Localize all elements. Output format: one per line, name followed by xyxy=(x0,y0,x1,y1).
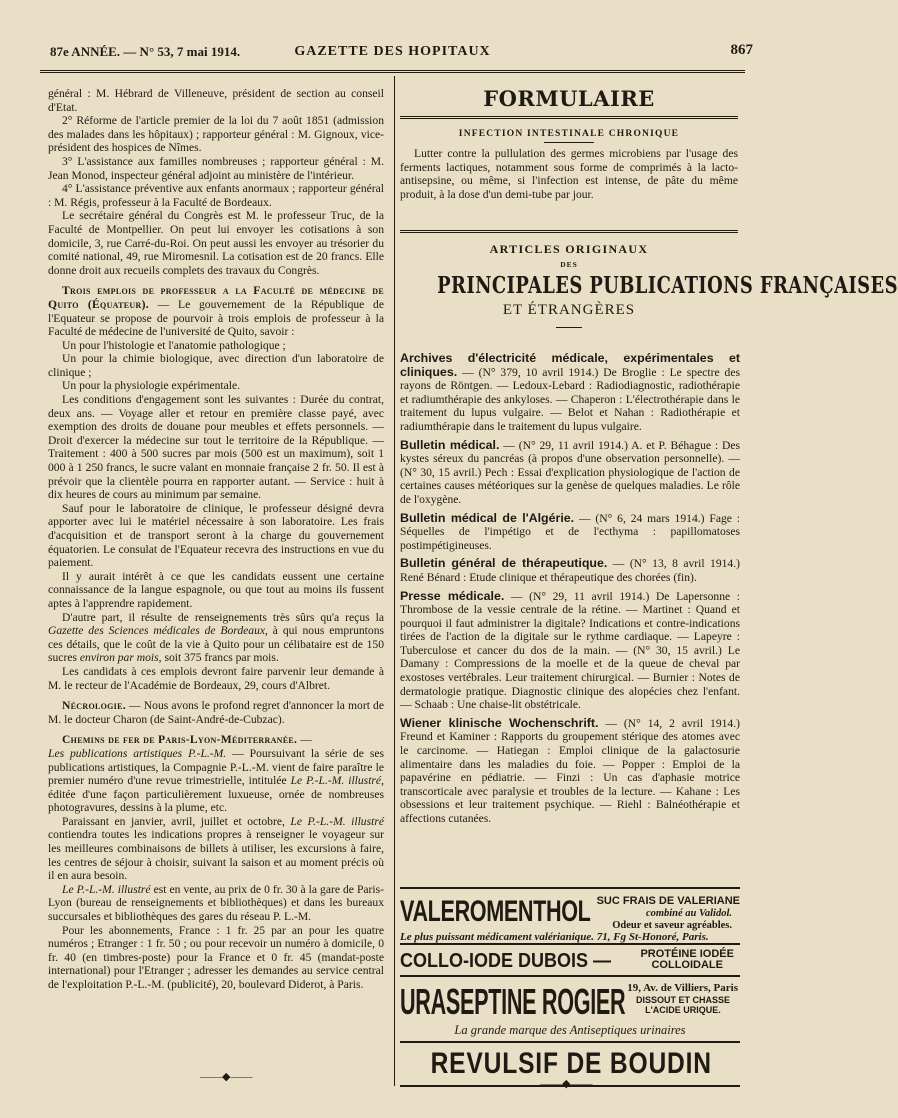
ad-brand: COLLO-IODE DUBOIS — xyxy=(400,950,612,972)
paragraph: Les conditions d'engagement sont les suivantes : Durée du contrat, deux ans. — Voyage aller et retour en première classe payé, avec exemption des droits de douane pour meubles et effets personnels. — Droit d'exercer la médecine sur tout le territoire de la République. — Traitement : 400 à 500 sucres par mois (500 est un maximum), soit 1 000 à 1 250 francs, le sucre valant en monnaie française 2 fr. 50. Il est à prévoir que la clientèle pourra en rapporter autant. — Service : huit à dix heures de cours au minimum par semaine. xyxy=(48,393,384,502)
text-run: , à qui nous empruntons ces détails, que le coût de la vie à Quito pour un célibataire est de 150 sucres xyxy=(48,624,384,665)
section-heading: Trois emplois de professeur a la Faculté de médecine de Quito (Équateur). xyxy=(48,284,384,311)
journal-name: Archives d'électricité médicale, expérimentales et cliniques. xyxy=(400,351,740,379)
articles-heading xyxy=(400,242,898,328)
ad-address: 19, Av. de Villiers, Paris xyxy=(627,982,738,994)
articles-list xyxy=(400,352,740,831)
entry-text: — (N° 6, 24 mars 1914.) Fage : Séquelles de l'impétigo et de l'ecthyma : papillomatoses postimpétigineuses. xyxy=(400,511,740,552)
paragraph: 3° L'assistance aux familles nombreuses ; rapporteur général : M. Jean Monod, inspecteur général adjoint au ministère de l'intérieur. xyxy=(48,154,384,182)
paragraph xyxy=(48,611,384,665)
ad-brand: VALEROMENTHOL xyxy=(400,895,591,928)
paragraph xyxy=(48,883,384,924)
paragraph xyxy=(48,815,384,883)
list-item xyxy=(400,590,740,712)
ad-tagline xyxy=(640,949,734,971)
journal-name: Presse médicale. xyxy=(400,588,505,603)
ad-tagline: SUC FRAIS DE VALERIANE xyxy=(596,895,740,907)
ornament-icon: ——◆—— xyxy=(540,1078,593,1090)
entry-text: — (N° 29, 11 avril 1914.) De Lapersonne : Thrombose de la vessie centrale de la rétine. — Martinet : Quand et pourquoi il faut administrer la digitale? Indications et contre-indications tirées de l'action de la digitale sur le rythme cardiaque. — Lapeyre : Tuberculose et cancer du dos de la main. — (N° 30, 15 avril.) Le Damany : Compressions de la moelle et de la queue de cheval par exostoses vertébrales. Leur traitement chirurgical. — Burnier : Notes de dermatologie pratique. Diagnostic clinique des alopécies chez l'enfant. — Schaab : Une chaise-lit obstétricale. xyxy=(400,589,740,712)
articles-heading-line: PRINCIPALES PUBLICATIONS FRANÇAISES xyxy=(437,272,898,299)
left-column xyxy=(48,87,384,992)
entry-text: — (N° 379, 10 avril 1914.) De Broglie : Le spectre des rayons de Röntgen. — Ledoux-Lebard : Radiodiagnostic, radiothérapie et radiumthérapie des ankyloses. — Chaperon : L'électrothérapie dans le traitement du lupus vulgaire. — Belot et Nahan : Radiothérapie et radiumthérapie dans le traitement du lupus vulgaire. xyxy=(400,365,740,433)
quito-section xyxy=(48,284,384,338)
ad-brand: REVULSIF DE BOUDIN xyxy=(430,1047,712,1080)
section-rule xyxy=(400,230,738,233)
paragraph: 4° L'assistance préventive aux enfants anormaux ; rapporteur général : M. Régis, professeur à la Faculté de Bordeaux. xyxy=(48,182,384,209)
paragraph: Le secrétaire général du Congrès est M. le professeur Truc, de la Faculté de Montpellier. On peut lui envoyer les cotisations à son domicile, 3, rue Carré-du-Roi. On peut aussi les envoyer au trésorier du comité national, 49, rue Miromesnil. La cotisation est de 20 francs. Elle donne droit aux recueils complets des travaux du Congrès. xyxy=(48,209,384,277)
paragraph: 2° Réforme de l'article premier de la loi du 7 août 1851 (admission des malades dans les hôpitaux) ; rapporteur général : M. Gignoux, vice-président des hospices de Nîmes. xyxy=(48,114,384,155)
paragraph: Sauf pour le laboratoire de clinique, le professeur désigné devra apporter avec lui le matériel nécessaire à son laboratoire. Les frais d'acquisition et de transport seront à la charge du gouvernement équatorien. Le consulat de l'Equateur recevra des instructions en vue du paiement. xyxy=(48,501,384,570)
ad-tagline: combiné au Validol. xyxy=(645,908,732,919)
journal-name: Bulletin médical. xyxy=(400,437,500,452)
entry-text: — (N° 29, 11 avril 1914.) A. et P. Béhague : Des kystes séreux du pancréas (à propos d'une observation personnelle). — (N° 30, 15 avril.) Pech : Essai d'explication physiologique de l'action de certaines causes météoriques sur la genèse de quelques maladies. Le rôle de l'oxygène. xyxy=(400,438,740,506)
formulaire-box xyxy=(400,80,738,225)
text-run: — Poursuivant la série de ses publications artistiques, la Compagnie P.-L.-M. vient de faire paraître le premier numéro d'une revue trimestrielle, intitulée xyxy=(48,746,384,788)
list-item xyxy=(400,557,740,584)
page-number: 867 xyxy=(730,42,753,58)
articles-heading-line: ARTICLES ORIGINAUX xyxy=(489,242,649,256)
paragraph: Les candidats à ces emplois devront faire parvenir leur demande à M. le recteur de l'Académie de Bordeaux, 29, cours d'Albret. xyxy=(48,664,384,692)
section-heading: Nécrologie. xyxy=(62,699,126,713)
list-item: Un pour l'histologie et l'anatomie pathologique ; xyxy=(62,338,286,352)
formulaire-subtitle: INFECTION INTESTINALE CHRONIQUE xyxy=(458,129,680,139)
ad-brand: URASEPTINE ROGIER xyxy=(400,981,626,1022)
italic-run: environ par mois xyxy=(79,651,159,665)
ad-uraseptine xyxy=(400,975,740,1041)
italic-run: Le P.-L.-M. illustré xyxy=(290,814,384,828)
paragraph: général : M. Hébrard de Villeneuve, président de section au conseil d'Etat. xyxy=(48,87,384,114)
text-run: est en vente, au prix de 0 fr. 30 à la gare de Paris-Lyon (bureau de renseignements et bibliothèques) et dans les bureaux succursales et bibliothèques des gares du réseau P. L.-M. xyxy=(48,882,384,924)
list-item: Un pour la physiologie expérimentale. xyxy=(62,379,241,393)
articles-heading-line: ET ÉTRANGÈRES xyxy=(502,302,636,318)
text-run: , soit 375 francs par mois. xyxy=(158,651,279,665)
entry-text: — (N° 14, 2 avril 1914.) Freund et Kaminer : Rapports du groupement stérique des atomes avec le carcinome. — Hatiegan : Emploi clinique de la galactosurie alimentaire dans les maladies du foie. — Popper : Emploi de la papavérine en pédiatrie. — Finzi : Un cas d'aphasie motrice transcorticale avec paralysie et troubles de la lecture. — Kahane : Les obsessions et leur traitement psychique. — Riehl : Balnéothérapie et affections cutanées. xyxy=(400,716,740,825)
necrology-section xyxy=(48,699,384,726)
paragraph xyxy=(48,747,384,815)
ad-tagline xyxy=(636,995,730,1015)
ad-tagline-line: L'ACIDE URIQUE. xyxy=(645,1005,721,1015)
journal-name: Bulletin médical de l'Algérie. xyxy=(400,510,575,525)
journal-name: Bulletin général de thérapeutique. xyxy=(400,556,608,571)
list-item xyxy=(400,439,740,507)
section-heading: Chemins de fer de Paris-Lyon-Méditerranée. xyxy=(62,733,298,747)
section-text: — Le gouvernement de la République de l'Equateur se propose de pourvoir à trois emplois de professeur à la Faculté de médecine de l'université de Quito, savoir : xyxy=(48,297,384,339)
ad-tagline-line: COLLOIDALE xyxy=(651,959,723,971)
ad-valeromenthol xyxy=(400,887,740,943)
articles-heading-line: DES xyxy=(560,260,578,269)
italic-run: Le P.-L.-M. illustré xyxy=(290,774,382,788)
header-rule xyxy=(40,70,745,73)
column-divider xyxy=(394,76,395,1086)
ad-footer: Le plus puissant médicament valérianique. 71, Fg St-Honoré, Paris. xyxy=(400,931,709,943)
ad-collo-iode xyxy=(400,943,740,975)
divider xyxy=(544,142,594,143)
entry-text: — (N° 13, 8 avril 1914.) René Bénard : Etude clinique et thérapeutique des chorées (fin). xyxy=(400,557,740,584)
ornament-icon: ——◆—— xyxy=(200,1071,253,1083)
ad-tagline-line: DISSOUT ET CHASSE xyxy=(635,995,730,1005)
page-header xyxy=(40,38,753,68)
text-run: Paraissant en janvier, avril, juillet et octobre, xyxy=(62,814,291,828)
ad-tagline: Odeur et saveur agréables. xyxy=(612,920,732,931)
italic-run: Gazette des Sciences médicales de Bordeaux xyxy=(48,624,266,638)
section-text: — Nous avons le profond regret d'annoncer la mort de M. le docteur Charon (de Saint-André-de-Cubzac). xyxy=(48,699,384,726)
text-run: D'autre part, il résulte de renseignements très sûrs qu'a reçus la xyxy=(62,610,384,624)
list-item xyxy=(400,717,740,826)
formulaire-body: Lutter contre la pullulation des germes microbiens par l'usage des ferments lactiques, notamment sous forme de comprimés à la lacto-antisepsine, ou même, si l'infection est intense, de pâte du même produit, à la dose d'un demi-tube par jour. xyxy=(400,147,738,201)
divider xyxy=(556,327,582,328)
formulaire-title: FORMULAIRE xyxy=(483,86,655,111)
plm-section: Chemins de fer de Paris-Lyon-Méditerranée. — xyxy=(62,733,312,747)
ad-tagline-line: PROTÉINE IODÉE xyxy=(640,948,734,960)
text-run: contiendra toutes les indications propres à renseigner le voyageur sur les meilleures combinaisons de billets à utiliser, les excursions à faire, les centres de séjour à choisir, suivant la saison et au moment précis où il en aura besoin. xyxy=(48,828,384,883)
text-run: , éditée d'une façon particulièrement luxueuse, ornée de nombreuses photogravures, dessins à la plume, etc. xyxy=(48,774,384,815)
list-item: Un pour la chimie biologique, avec direction d'un laboratoire de clinique ; xyxy=(48,352,384,379)
italic-run: Le P.-L.-M. illustré xyxy=(62,882,151,896)
list-item xyxy=(400,352,740,434)
paragraph: Pour les abonnements, France : 1 fr. 25 par an pour les quatre numéros ; Etranger : 1 fr. 50 ; ou pour recevoir un numéro à domicile, 0 fr. 40 (en timbres-poste) pour la France et 0 fr. 45 (mandat-poste international) pour l'Etranger ; adresser les demandes au service central de l'exploitation P.-L.-M. (publicité), 20, boulevard Diderot, à Paris. xyxy=(48,923,384,991)
paragraph: Il y aurait intérêt à ce que les candidats eussent une certaine connaissance de la langue espagnole, ou que tout au moins ils fussent aptes à l'apprendre rapidement. xyxy=(48,569,384,610)
list-item xyxy=(400,512,740,553)
issue-info: 87e ANNÉE. — N° 53, 7 mai 1914. xyxy=(50,44,241,59)
italic-run: Les publications artistiques P.-L.-M. xyxy=(48,746,227,760)
advertisements xyxy=(400,887,740,1087)
journal-title: GAZETTE DES HOPITAUX xyxy=(294,44,491,59)
journal-name: Wiener klinische Wochenschrift. xyxy=(400,715,599,730)
divider xyxy=(400,116,738,119)
ad-footer: La grande marque des Antiseptiques urinaires xyxy=(454,1023,686,1037)
